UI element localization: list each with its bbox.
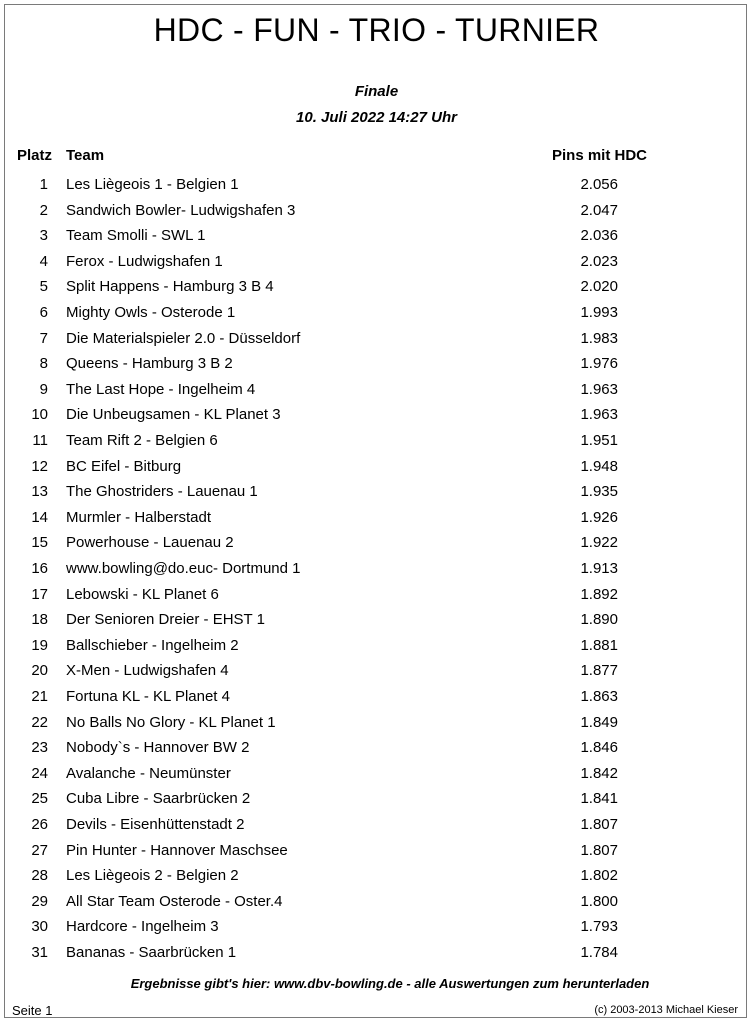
row-rank: 28 (31, 867, 48, 885)
row-rank: 7 (39, 329, 48, 347)
table-row (0, 714, 753, 738)
row-pins: 1.841 (580, 790, 618, 808)
row-pins: 1.935 (580, 483, 618, 501)
table-row (0, 790, 753, 814)
row-team: Die Unbeugsamen - KL Planet 3 (66, 406, 281, 424)
table-row (0, 560, 753, 584)
copyright: (c) 2003-2013 Michael Kieser (594, 1004, 738, 1016)
row-team: Bananas - Saarbrücken 1 (66, 944, 237, 961)
row-pins: 1.802 (580, 867, 618, 885)
row-pins: 1.849 (580, 713, 618, 731)
row-rank: 8 (39, 355, 48, 373)
table-row (0, 202, 753, 226)
row-team: X-Men - Ludwigshafen 4 (66, 662, 229, 680)
row-pins: 1.892 (580, 585, 618, 603)
table-row (0, 534, 753, 558)
row-pins: 1.784 (580, 944, 618, 961)
table-row (0, 304, 753, 328)
table-row (0, 842, 753, 866)
row-pins: 1.881 (580, 636, 618, 654)
row-team: The Ghostriders - Lauenau 1 (66, 483, 258, 501)
row-rank: 19 (31, 636, 48, 654)
table-row (0, 330, 753, 354)
row-rank: 16 (31, 560, 48, 577)
row-pins: 1.807 (580, 841, 618, 859)
row-rank: 30 (31, 918, 48, 936)
row-pins: 1.877 (580, 662, 618, 680)
row-pins: 1.890 (580, 611, 618, 629)
row-team: Team Rift 2 - Belgien 6 (66, 432, 218, 449)
table-row (0, 432, 753, 456)
row-team: Cuba Libre - Saarbrücken 2 (66, 790, 251, 808)
row-team: Ballschieber - Ingelheim 2 (66, 636, 239, 654)
table-row (0, 944, 753, 968)
row-team: Team Smolli - SWL 1 (66, 227, 206, 245)
row-rank: 1 (39, 176, 48, 193)
row-team: Der Senioren Dreier - EHST 1 (66, 611, 265, 629)
row-pins: 1.922 (580, 534, 618, 552)
row-team: Die Materialspieler 2.0 - Düsseldorf (66, 329, 301, 347)
row-rank: 13 (31, 483, 48, 501)
row-pins: 1.846 (580, 739, 618, 757)
row-team: Hardcore - Ingelheim 3 (66, 918, 219, 936)
row-rank: 10 (31, 406, 48, 424)
row-team: Ferox - Ludwigshafen 1 (66, 252, 223, 270)
row-rank: 17 (31, 585, 48, 603)
row-rank: 23 (31, 739, 48, 757)
table-row (0, 253, 753, 277)
row-pins: 2.023 (580, 252, 618, 270)
row-rank: 6 (39, 304, 48, 321)
table-row (0, 611, 753, 635)
row-pins: 1.951 (580, 432, 618, 449)
row-rank: 4 (39, 252, 48, 270)
row-rank: 3 (39, 227, 48, 245)
row-rank: 22 (31, 713, 48, 731)
row-team: Les Liègeois 2 - Belgien 2 (66, 867, 239, 885)
table-row (0, 483, 753, 507)
row-rank: 29 (31, 892, 48, 910)
table-row (0, 816, 753, 840)
table-row (0, 739, 753, 763)
row-pins: 2.020 (580, 278, 618, 296)
row-rank: 14 (31, 508, 48, 526)
table-row (0, 688, 753, 712)
row-rank: 15 (31, 534, 48, 552)
row-rank: 12 (31, 457, 48, 475)
row-pins: 1.983 (580, 329, 618, 347)
row-pins: 1.963 (580, 406, 618, 424)
row-team: The Last Hope - Ingelheim 4 (66, 380, 256, 398)
row-pins: 1.926 (580, 508, 618, 526)
row-team: No Balls No Glory - KL Planet 1 (66, 713, 276, 731)
row-pins: 1.842 (580, 764, 618, 782)
round-label: Finale (354, 83, 399, 100)
row-pins: 1.863 (580, 688, 618, 705)
page-title: HDC - FUN - TRIO - TURNIER (153, 12, 600, 48)
row-rank: 11 (32, 432, 48, 449)
table-row (0, 637, 753, 661)
row-pins: 1.993 (580, 304, 618, 321)
date-time: 10. Juli 2022 14:27 Uhr (296, 109, 457, 126)
table-row (0, 355, 753, 379)
row-team: Lebowski - KL Planet 6 (66, 585, 219, 603)
row-team: Devils - Eisenhüttenstadt 2 (66, 816, 245, 833)
row-rank: 31 (31, 944, 48, 961)
row-team: Avalanche - Neumünster (66, 764, 231, 782)
row-team: Murmler - Halberstadt (66, 508, 212, 526)
row-team: Nobody`s - Hannover BW 2 (66, 739, 250, 757)
table-row (0, 176, 753, 200)
row-pins: 2.056 (580, 176, 618, 193)
row-rank: 26 (31, 816, 48, 833)
row-rank: 18 (31, 611, 48, 629)
row-pins: 1.913 (580, 560, 618, 577)
row-team: Fortuna KL - KL Planet 4 (66, 688, 230, 705)
row-team: Les Liègeois 1 - Belgien 1 (66, 176, 239, 193)
row-team: BC Eifel - Bitburg (66, 457, 182, 475)
table-row (0, 381, 753, 405)
row-team: Queens - Hamburg 3 B 2 (66, 355, 233, 373)
row-pins: 1.800 (580, 892, 618, 910)
row-pins: 1.807 (580, 816, 618, 833)
row-rank: 9 (39, 380, 48, 398)
row-rank: 2 (39, 201, 48, 219)
row-team: www.bowling@do.euc- Dortmund 1 (66, 560, 301, 577)
row-rank: 21 (31, 688, 48, 705)
row-pins: 1.948 (580, 457, 618, 475)
page-number: Seite 1 (12, 1003, 53, 1018)
table-row (0, 893, 753, 917)
table-row (0, 278, 753, 302)
row-team: Powerhouse - Lauenau 2 (66, 534, 234, 552)
row-team: Pin Hunter - Hannover Maschsee (66, 841, 288, 859)
row-rank: 27 (31, 841, 48, 859)
row-pins: 2.036 (580, 227, 618, 245)
row-team: Mighty Owls - Osterode 1 (66, 304, 236, 321)
table-row (0, 918, 753, 942)
row-team: Sandwich Bowler- Ludwigshafen 3 (66, 201, 296, 219)
row-team: Split Happens - Hamburg 3 B 4 (66, 278, 274, 296)
row-rank: 24 (31, 764, 48, 782)
header-team: Team (66, 147, 105, 164)
table-row (0, 586, 753, 610)
row-pins: 1.963 (580, 380, 618, 398)
table-row (0, 509, 753, 533)
table-row (0, 406, 753, 430)
row-rank: 20 (31, 662, 48, 680)
row-team: All Star Team Osterode - Oster.4 (66, 892, 283, 910)
table-row (0, 458, 753, 482)
row-rank: 5 (39, 278, 48, 296)
header-pins: Pins mit HDC (552, 147, 648, 164)
row-pins: 1.793 (580, 918, 618, 936)
row-pins: 2.047 (580, 201, 618, 219)
table-row (0, 765, 753, 789)
footer-note: Ergebnisse gibt's hier: www.dbv-bowling.de - alle Auswertungen zum herunterladen (130, 976, 650, 991)
header-rank: Platz (17, 147, 53, 164)
table-row (0, 867, 753, 891)
table-row (0, 227, 753, 251)
row-rank: 25 (31, 790, 48, 808)
table-row (0, 662, 753, 686)
row-pins: 1.976 (580, 355, 618, 373)
